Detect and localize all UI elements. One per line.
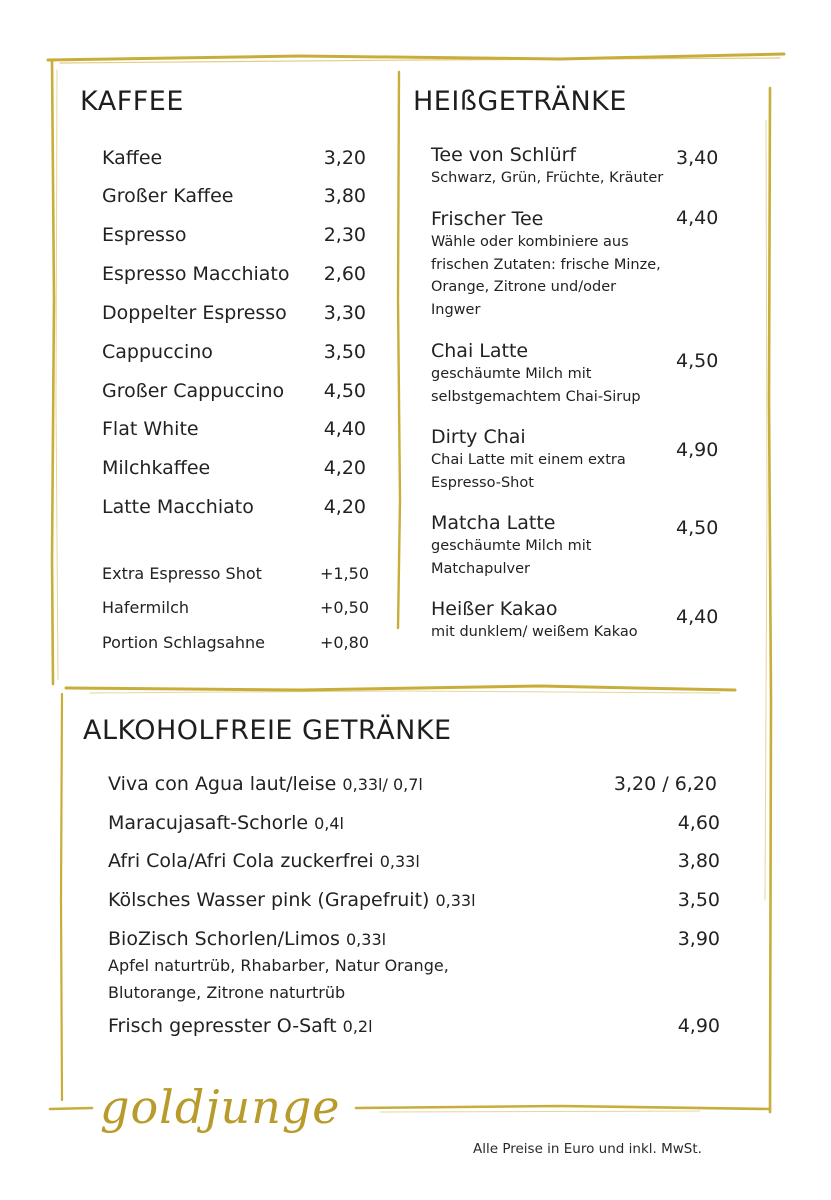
item-name: Großer Cappuccino [102, 380, 285, 402]
item-name: Großer Kaffee [102, 185, 234, 207]
item-price: 2,60 [323, 263, 366, 285]
alkoholfrei-item [108, 773, 720, 795]
item-name: Maracujasaft-Schorle [108, 812, 309, 834]
item-price: 4,20 [323, 496, 366, 518]
frame-right-line [769, 88, 771, 1112]
item-price: 4,90 [677, 1015, 720, 1037]
item-description: Chai Latte mit einem extra Espresso-Shot [431, 452, 626, 491]
heiss-price: 4,50 [676, 517, 719, 539]
item-volume: 0,33l [379, 852, 420, 871]
item-price: 4,40 [323, 418, 366, 440]
alkoholfrei-item [108, 889, 720, 911]
item-name: Frisch gepresster O-Saft [108, 1015, 337, 1037]
extra-name: Extra Espresso Shot [102, 564, 262, 583]
item-name: Frischer Tee [431, 208, 544, 230]
item-volume: 0,33l/ 0,7l [342, 775, 423, 794]
kaffee-title: KAFFEE [80, 86, 184, 117]
item-description: geschäumte Milch mit Matchapulver [431, 538, 592, 577]
item-name: Milchkaffee [102, 457, 211, 479]
heiss-price: 4,90 [676, 439, 719, 461]
frame-bottom-right-line [356, 1106, 770, 1109]
item-name: Kaffee [102, 147, 163, 169]
item-name: Viva con Agua laut/leise [108, 773, 337, 795]
item-description: mit dunklem/ weißem Kakao [431, 624, 638, 640]
alkoholfrei-item [108, 812, 720, 834]
item-price: 3,20 [323, 147, 366, 169]
item-name: Espresso [102, 224, 187, 246]
item-name: Espresso Macchiato [102, 263, 290, 285]
section-divider [66, 686, 735, 690]
heiss-price: 4,50 [676, 350, 719, 372]
item-price: 4,20 [323, 457, 366, 479]
item-price: 2,30 [323, 224, 366, 246]
frame-left-line [52, 60, 54, 684]
extra-price: +0,80 [319, 633, 369, 652]
item-name: Latte Macchiato [102, 496, 254, 518]
item-price: 4,50 [323, 380, 366, 402]
frame-left-lower-line [61, 694, 62, 1100]
extra-price: +1,50 [319, 564, 369, 583]
heiss-price: 4,40 [676, 606, 719, 628]
extra-price: +0,50 [319, 598, 369, 617]
alkoholfrei-item [108, 928, 720, 1006]
item-price: 3,90 [677, 928, 720, 950]
item-name: Heißer Kakao [431, 598, 558, 620]
item-description: Apfel naturtrüb, Rhabarber, Natur Orange, Blutorange, Zitrone naturtrüb [108, 956, 449, 1002]
item-name: BioZisch Schorlen/Limos [108, 928, 340, 950]
frame-bottom-left-line [50, 1108, 92, 1109]
item-volume: 0,4l [314, 814, 344, 833]
item-name: Flat White [102, 418, 199, 440]
extra-name: Portion Schlagsahne [102, 633, 265, 652]
item-volume: 0,33l [435, 891, 476, 910]
item-name: Chai Latte [431, 340, 529, 362]
item-description: Schwarz, Grün, Früchte, Kräuter [431, 170, 664, 186]
heiss-price: 4,40 [676, 207, 719, 229]
item-description: geschäumte Milch mit selbstgemachtem Chai-Sirup [431, 366, 641, 405]
item-price: 3,80 [323, 185, 366, 207]
item-price: 3,50 [677, 889, 720, 911]
item-price: 3,30 [323, 302, 366, 324]
item-name: Afri Cola/Afri Cola zuckerfrei [108, 850, 374, 872]
item-name: Doppelter Espresso [102, 302, 287, 324]
price-note: Alle Preise in Euro und inkl. MwSt. [473, 1141, 702, 1157]
item-volume: 0,2l [342, 1017, 373, 1036]
item-price: 3,80 [677, 850, 720, 872]
alkoholfrei-item [108, 1015, 720, 1037]
alkoholfrei-item [108, 850, 720, 872]
extra-name: Hafermilch [102, 598, 190, 617]
goldjunge-logo: goldjunge [100, 1080, 341, 1134]
item-price: 3,50 [323, 341, 366, 363]
item-name: Tee von Schlürf [431, 144, 577, 166]
alkoholfrei-title: ALKOHOLFREIE GETRÄNKE [83, 715, 452, 746]
heissgetraenke-title: HEIßGETRÄNKE [413, 86, 627, 117]
item-name: Cappuccino [102, 341, 213, 363]
item-description: Wähle oder kombiniere aus frischen Zutaten: frische Minze, Orange, Zitrone und/oder Ingwer [431, 234, 661, 318]
item-price: 4,60 [677, 812, 720, 834]
column-divider [398, 72, 400, 628]
item-name: Matcha Latte [431, 512, 556, 534]
item-name: Kölsches Wasser pink (Grapefruit) [108, 889, 430, 911]
item-name: Dirty Chai [431, 426, 526, 448]
item-volume: 0,33l [346, 930, 387, 949]
heiss-price: 3,40 [676, 147, 719, 169]
item-price: 3,20 / 6,20 [613, 773, 717, 795]
